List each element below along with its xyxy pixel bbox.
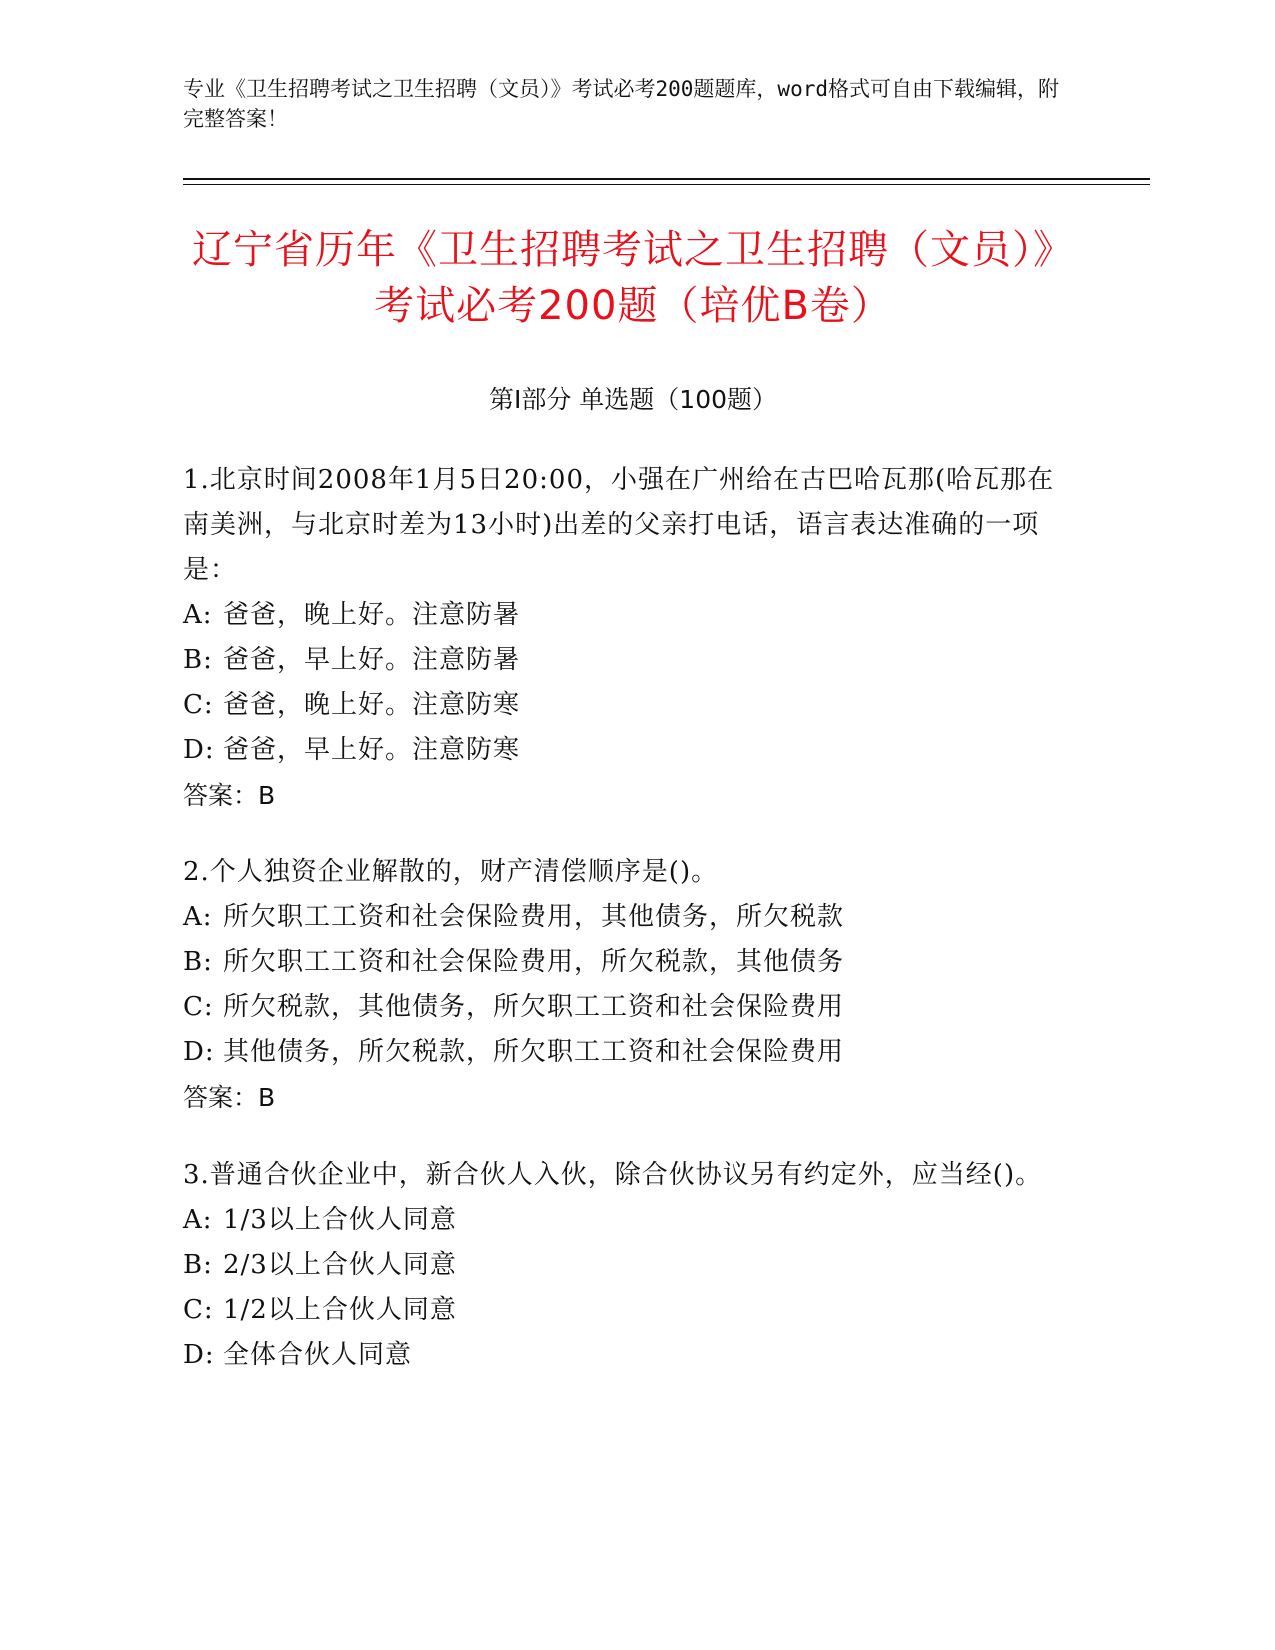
option-text: 爸爸，早上好。注意防暑: [223, 645, 521, 675]
header-rule-thick: [183, 178, 1150, 180]
option-text: 2/3以上合伙人同意: [223, 1250, 457, 1280]
option-key: C:: [183, 690, 214, 720]
option-key: D:: [183, 1340, 215, 1370]
option-text: 全体合伙人同意: [223, 1340, 413, 1370]
option-c: [183, 683, 1063, 728]
option-d: [183, 1030, 1063, 1075]
answer: 答案：B: [183, 1083, 276, 1112]
option-text: 1/3以上合伙人同意: [223, 1205, 457, 1235]
option-key: D:: [183, 735, 215, 765]
option-d: [183, 1333, 1063, 1378]
option-key: B:: [183, 947, 213, 977]
option-text: 其他债务，所欠税款，所欠职工工资和社会保险费用: [223, 1037, 845, 1067]
header-note: 专业《卫生招聘考试之卫生招聘（文员）》考试必考200题题库，word格式可自由下载编辑，附完整答案！: [183, 77, 1059, 131]
option-text: 所欠职工工资和社会保险费用，其他债务，所欠税款: [223, 902, 845, 932]
option-key: D:: [183, 1037, 215, 1067]
option-key: C:: [183, 1295, 214, 1325]
question-stem: 2.个人独资企业解散的，财产清偿顺序是()。: [183, 857, 719, 887]
option-text: 所欠税款，其他债务，所欠职工工资和社会保险费用: [223, 992, 845, 1022]
question-1: [183, 458, 1063, 818]
document-title: 辽宁省历年《卫生招聘考试之卫生招聘（文员）》考试必考200题（培优B卷）: [192, 227, 1074, 329]
option-b: [183, 638, 1063, 683]
option-key: A:: [183, 902, 213, 932]
option-b: [183, 940, 1063, 985]
option-text: 爸爸，晚上好。注意防寒: [223, 690, 521, 720]
option-text: 所欠职工工资和社会保险费用，所欠税款，其他债务: [223, 947, 845, 977]
option-d: [183, 728, 1063, 773]
option-key: B:: [183, 645, 213, 675]
option-a: [183, 895, 1063, 940]
option-b: [183, 1243, 1063, 1288]
option-c: [183, 1288, 1063, 1333]
header-rule-thin: [183, 184, 1150, 185]
question-stem: 3.普通合伙企业中，新合伙人入伙，除合伙协议另有约定外，应当经()。: [183, 1160, 1043, 1190]
question-stem: 1.北京时间2008年1月5日20:00，小强在广州给在古巴哈瓦那(哈瓦那在南美洲，与北京时差为13小时)出差的父亲打电话，语言表达准确的一项是：: [183, 465, 1055, 585]
question-3: [183, 1153, 1063, 1378]
section-title: 第Ⅰ部分 单选题（100题）: [488, 385, 778, 414]
option-text: 爸爸，晚上好。注意防暑: [223, 600, 521, 630]
option-c: [183, 985, 1063, 1030]
option-a: [183, 593, 1063, 638]
option-a: [183, 1198, 1063, 1243]
option-key: A:: [183, 1205, 213, 1235]
option-text: 1/2以上合伙人同意: [223, 1295, 457, 1325]
option-key: C:: [183, 992, 214, 1022]
question-2: [183, 850, 1063, 1120]
option-key: B:: [183, 1250, 213, 1280]
answer: 答案：B: [183, 781, 276, 810]
option-key: A:: [183, 600, 213, 630]
option-text: 爸爸，早上好。注意防寒: [223, 735, 521, 765]
